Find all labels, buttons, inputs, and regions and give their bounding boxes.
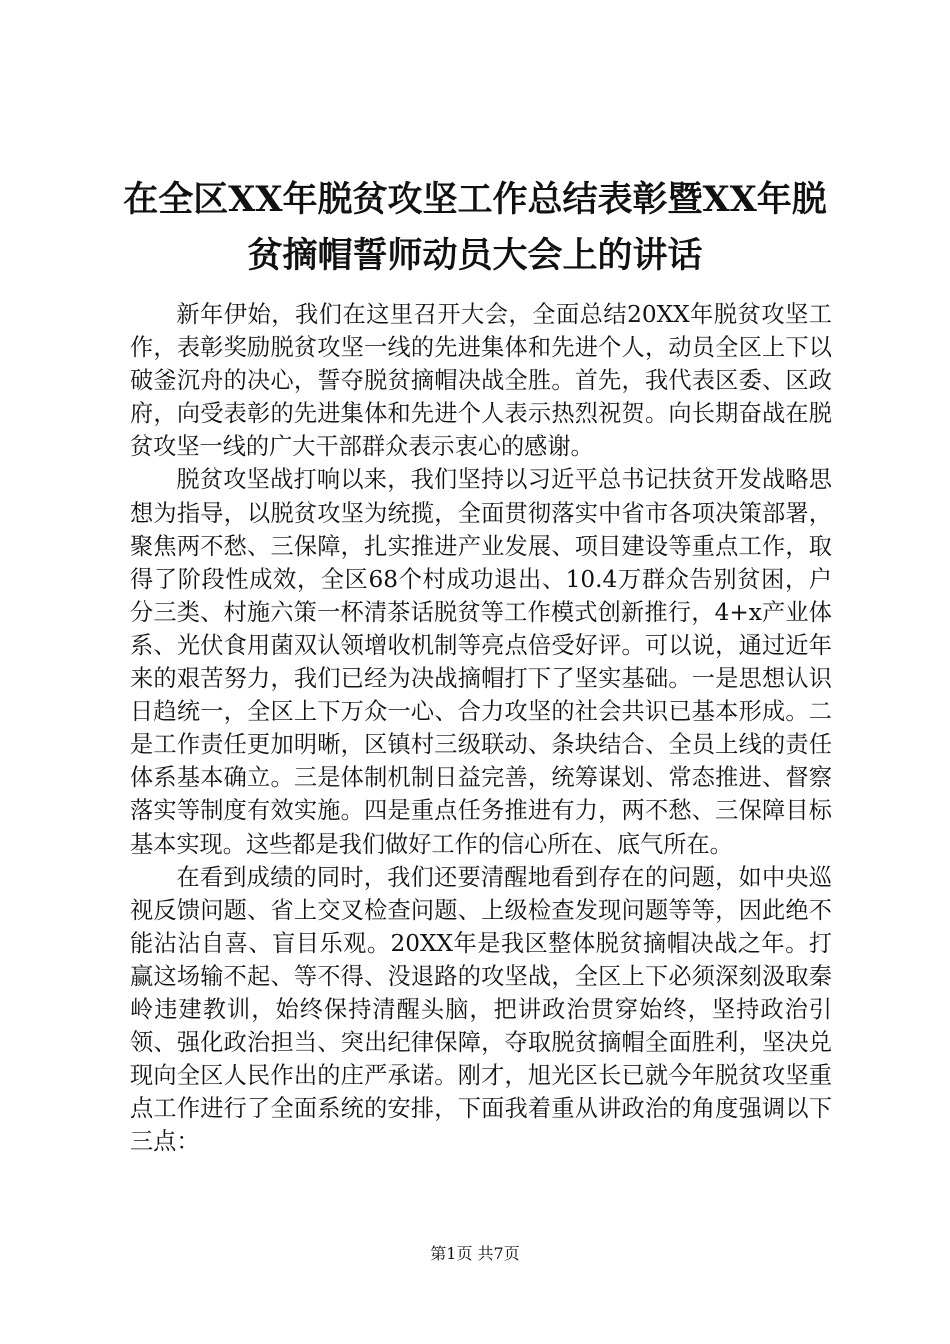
document-body — [130, 298, 832, 1158]
page-footer: 第1页 共7页 — [430, 1244, 520, 1263]
paragraph-1: 新年伊始，我们在这里召开大会，全面总结20XX年脱贫攻坚工作，表彰奖励脱贫攻坚一线的先进集体和先进个人，动员全区上下以破釜沉舟的决心，誓夺脱贫摘帽决战全胜。首先，我代表区委、区政府，向受表彰的先进集体和先进个人表示热烈祝贺。向长期奋战在脱贫攻坚一线的广大干部群众表示衷心的感谢。 — [130, 301, 832, 461]
paragraph-3: 在看到成绩的同时，我们还要清醒地看到存在的问题，如中央巡视反馈问题、省上交叉检查问题、上级检查发现问题等等，因此绝不能沾沾自喜、盲目乐观。20XX年是我区整体脱贫摘帽决战之年。打赢这场输不起、等不得、没退路的攻坚战，全区上下必须深刻汲取秦岭违建教训，始终保持清醒头脑，把讲政治贯穿始终，坚持政治引领、强化政治担当、突出纪律保障，夺取脱贫摘帽全面胜利，坚决兑现向全区人民作出的庄严承诺。刚才，旭光区长已就今年脱贫攻坚重点工作进行了全面系统的安排，下面我着重从讲政治的角度强调以下三点： — [130, 863, 832, 1156]
paragraph-2: 脱贫攻坚战打响以来，我们坚持以习近平总书记扶贫开发战略思想为指导，以脱贫攻坚为统揽，全面贯彻落实中省市各项决策部署，聚焦两不愁、三保障，扎实推进产业发展、项目建设等重点工作，取得了阶段性成效，全区68个村成功退出、10.4万群众告别贫困，户分三类、村施六策一杯清茶话脱贫等工作模式创新推行，4+x产业体系、光伏食用菌双认领增收机制等亮点倍受好评。可以说，通过近年来的艰苦努力，我们已经为决战摘帽打下了坚实基础。一是思想认识日趋统一，全区上下万众一心、合力攻坚的社会共识已基本形成。二是工作责任更加明晰，区镇村三级联动、条块结合、全员上线的责任体系基本确立。三是体制机制日益完善，统筹谋划、常态推进、督察落实等制度有效实施。四是重点任务推进有力，两不愁、三保障目标基本实现。这些都是我们做好工作的信心所在、底气所在。 — [130, 466, 832, 858]
document-title: 在全区XX年脱贫攻坚工作总结表彰暨XX年脱贫摘帽誓师动员大会上的讲话 — [123, 179, 827, 276]
